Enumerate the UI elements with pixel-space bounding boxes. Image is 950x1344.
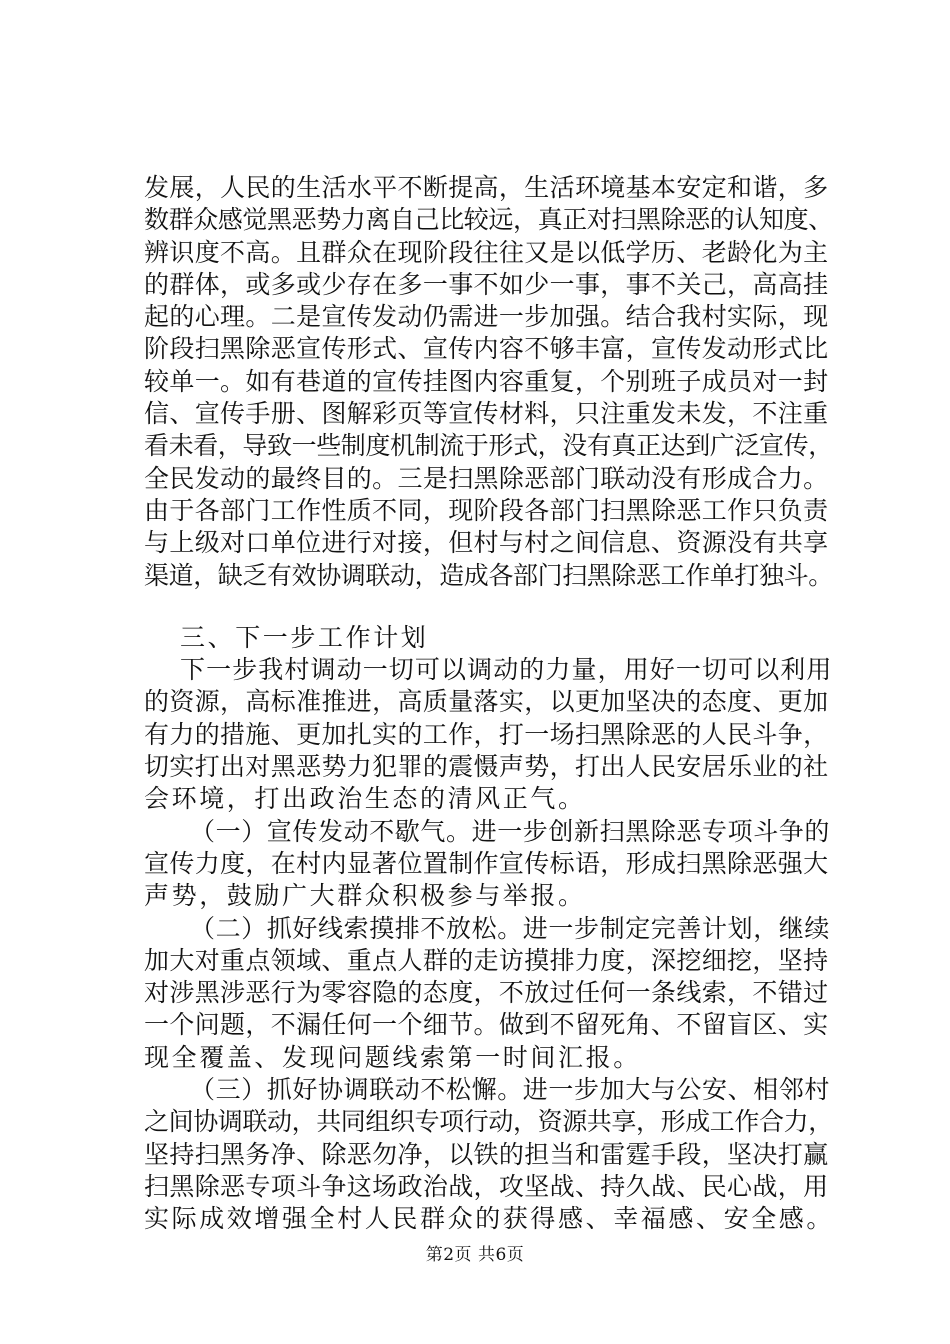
text-line: （一）宣传发动不歇气。进一步创新扫黑除恶专项斗争的 <box>190 816 831 846</box>
page-number-footer: 第2页 共6页 <box>425 1245 525 1265</box>
paragraph-gap <box>144 592 834 622</box>
text-line: 切实打出对黑恶势力犯罪的震慑声势，打出人民安居乐业的社 <box>144 752 829 782</box>
item-2-paragraph <box>144 913 834 1074</box>
text-line: 信、宣传手册、图解彩页等宣传材料，只注重发未发，不注重 <box>144 399 829 429</box>
text-line: 全民发动的最终目的。三是扫黑除恶部门联动没有形成合力。 <box>144 463 829 493</box>
text-line: 渠道，缺乏有效协调联动，造成各部门扫黑除恶工作单打独斗。 <box>144 560 833 590</box>
text-line: 对涉黑涉恶行为零容隐的态度，不放过任何一条线索，不错过 <box>144 978 829 1008</box>
text-line: 声势，鼓励广大群众积极参与举报。 <box>144 881 586 911</box>
text-line: 会环境，打出政治生态的清风正气。 <box>144 784 586 814</box>
text-line: （三）抓好协调联动不松懈。进一步加大与公安、相邻村 <box>190 1075 831 1105</box>
text-line: 扫黑除恶专项斗争这场政治战，攻坚战、持久战、民心战，用 <box>144 1171 829 1201</box>
section-heading: 三、下一步工作计划 <box>180 622 429 652</box>
text-line: 的群体，或多或少存在多一事不如少一事，事不关己，高高挂 <box>144 269 829 299</box>
text-line: 之间协调联动，共同组织专项行动，资源共享，形成工作合力， <box>144 1107 833 1137</box>
text-line: 较单一。如有巷道的宣传挂图内容重复，个别班子成员对一封 <box>144 366 829 396</box>
document-body <box>144 172 834 1236</box>
text-line: 发展，人民的生活水平不断提高，生活环境基本安定和谐，多 <box>144 173 829 202</box>
text-line: 起的心理。二是宣传发动仍需进一步加强。结合我村实际，现 <box>144 302 829 332</box>
item-1-paragraph <box>144 816 834 913</box>
text-line: 有力的措施、更加扎实的工作，打一场扫黑除恶的人民斗争， <box>144 719 829 749</box>
text-line: 阶段扫黑除恶宣传形式、宣传内容不够丰富，宣传发动形式比 <box>144 334 829 364</box>
text-line: 实际成效增强全村人民群众的获得感、幸福感、安全感。 <box>144 1204 835 1234</box>
text-line: 宣传力度，在村内显著位置制作宣传标语，形成扫黑除恶强大 <box>144 848 829 878</box>
text-line: （二）抓好线索摸排不放松。进一步制定完善计划，继续 <box>190 913 831 943</box>
text-line: 一个问题，不漏任何一个细节。做到不留死角、不留盲区、实 <box>144 1010 829 1040</box>
text-line: 加大对重点领域、重点人群的走访摸排力度，深挖细挖，坚持 <box>144 945 829 975</box>
intro-paragraph <box>144 654 834 815</box>
text-line: 坚持扫黑务净、除恶勿净，以铁的担当和雷霆手段，坚决打赢 <box>144 1139 829 1169</box>
text-line: 的资源，高标准推进，高质量落实，以更加坚决的态度、更加 <box>144 687 829 717</box>
text-line: 看未看，导致一些制度机制流于形式，没有真正达到广泛宣传， <box>144 431 833 461</box>
text-line: 数群众感觉黑恶势力离自己比较远，真正对扫黑除恶的认知度、 <box>144 205 833 235</box>
item-3-paragraph <box>144 1074 834 1235</box>
text-line: 与上级对口单位进行对接，但村与村之间信息、资源没有共享 <box>144 528 829 558</box>
text-line: 现全覆盖、发现问题线索第一时间汇报。 <box>144 1042 641 1072</box>
text-line: 下一步我村调动一切可以调动的力量，用好一切可以利用 <box>180 655 833 685</box>
text-line: 辨识度不高。且群众在现阶段往往又是以低学历、老龄化为主 <box>144 237 829 267</box>
body-paragraph <box>144 172 834 592</box>
text-line: 由于各部门工作性质不同，现阶段各部门扫黑除恶工作只负责 <box>144 495 829 525</box>
